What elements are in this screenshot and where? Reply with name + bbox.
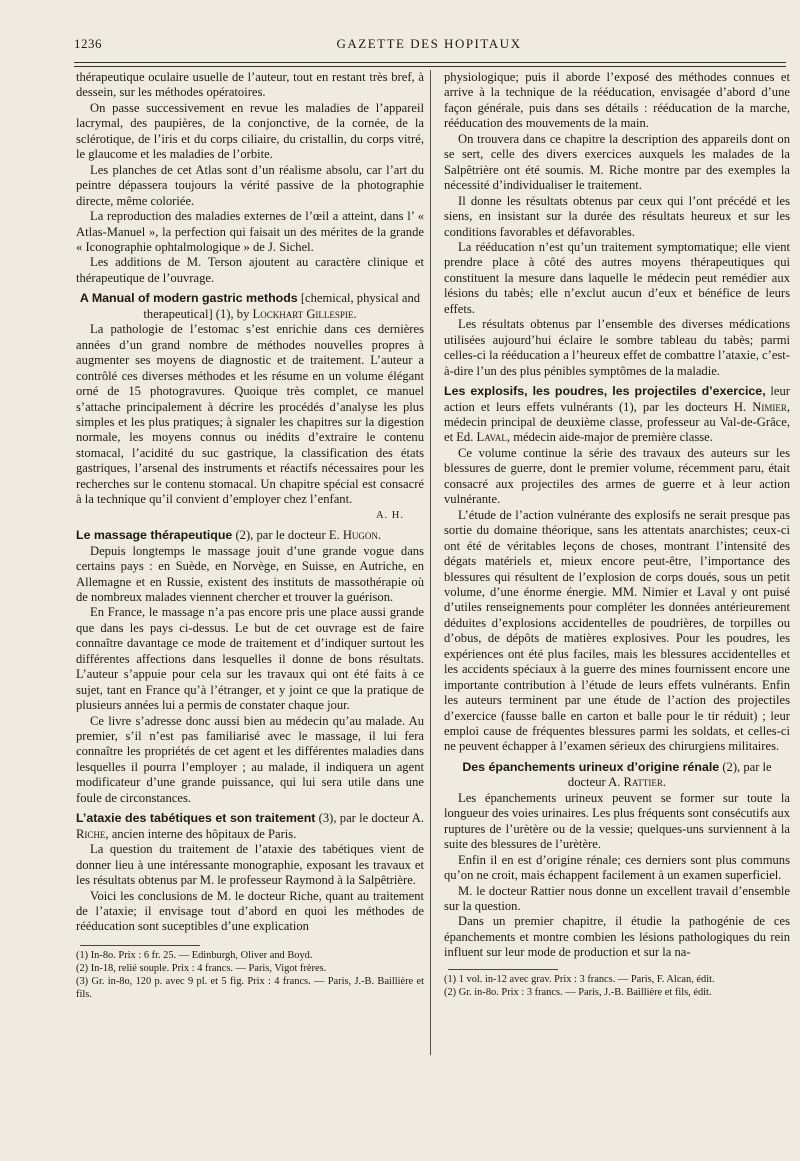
footnotes [444,973,790,999]
footnote-rule [80,945,200,946]
paragraph: On trouvera dans ce chapitre la description des appareils dont on se sert, celle des divers exercices auxquels les malades de la Salpêtrière ont été soumis. M. Riche montre par des exemples la nécessité d’individualiser le traitement. [444,131,790,193]
footnote: (2) In-18, relié souple. Prix : 4 francs. — Paris, Vigot frères. [76,962,327,974]
paragraph: La pathologie de l’estomac s’est enrichie dans ces dernières années d’un grand nombre de méthodes nouvelles propres à augmenter ses moyens de diagnostic et de traitement. L’auteur a contrôlé ces diverses méthodes et les résume en un volume élégant orné de 15 photogravures. Quoique très complet, ce manuel s’attache principalement à décrire les procédés d’analyse les plus simples et les plus pratiques; à signaler les chapitres sur la digestion normale, les moyens connus ou inédits d’extraire le contenu stomacal, l’acidité du suc gastrique, la classification des états gastriques, l’arsenal des instruments et réactifs nécessaires pour les recherches sur le contenu stomacal. Un chapitre spécial est consacré à la technique qu’il convient d’employer chez l’enfant. [76,322,424,507]
running-header [74,36,784,56]
paragraph: Enfin il en est d’origine rénale; ces derniers sont plus communs qu’on ne croit, mais échappent facilement à un examen superficiel. [444,852,790,883]
footnote: (2) Gr. in-8o. Prix : 3 francs. — Paris, J.-B. Baillière et fils, édit. [444,986,712,998]
right-column [444,70,790,999]
page-number: 1236 [74,36,102,51]
review-title: A Manual of modern gastric methods [79,291,298,306]
column-divider [430,70,431,1055]
paragraph: thérapeutique oculaire usuelle de l’auteur, tout en restant très bref, à dessein, sur les méthodes opératoires. [76,70,424,100]
paragraph: M. le docteur Rattier nous donne un excellent travail d’ensemble sur la question. [444,883,790,914]
review-heading: Le massage thérapeutique (2), par le docteur E. Hugon. [76,528,382,543]
review-title: Des épanchements urineux d’origine rénale [462,759,720,774]
review-title: L’ataxie des tabétiques et son traitement [76,811,316,826]
review-author: Lockhart Gillespie. [252,306,357,321]
review-heading: A Manual of modern gastric methods [chemical, physical and therapeutical] (1), by Lockhart Gillespie. [79,291,421,321]
paragraph: Il donne les résultats obtenus par ceux qui l’ont précédé et les siens, en insistant sur la durée des résultats heureux et sur les conditions favorables et défavorables. [444,193,790,239]
footnotes [76,949,424,1001]
paragraph: La rééducation n’est qu’un traitement symptomatique; elle vient prendre place à côté des autres moyens thérapeutiques qui constituent la mesure dans laquelle le médecin peut remédier aux lésions du tabès; elle n’exclut aucun d’eux et bénéfice de leurs effets. [444,239,790,316]
review-title: Les explosifs, les poudres, les projectiles d’exercice, [444,384,766,399]
paragraph: Depuis longtemps le massage jouit d’une grande vogue dans certains pays : en Suède, en Norvège, en Suisse, en Autriche, en Allemagne et en Russie, existent des instituts de massothérapie où de nombreux malades viennent chercher et trouver la guérison. [76,543,424,604]
paragraph: Les résultats obtenus par l’ensemble des diverses médications utilisées aujourd’hui éclaire le sombre tableau du tabès; parmi celles-ci la rééducation a l’heureux effet de combattre l’ataxie, c’est-à-dire l’un des plus pénibles symptômes de la maladie. [444,317,790,378]
reviewer-signature: A. H. [375,509,404,521]
review-title: Le massage thérapeutique [76,528,233,543]
review-author: Hugon. [342,528,382,543]
paragraph: La question du traitement de l’ataxie des tabétiques vient de donner lieu à une intéressante monographie, exposant les travaux et les résultats obtenus par M. le professeur Raymond à la Salpêtrière. [76,842,424,888]
paragraph: physiologique; puis il aborde l’exposé des méthodes connues et arrive à la technique de la rééducation, envisagée d’abord d’une façon générale, puis dans ses détails : rééducation de la marche, rééducation des mouvements de la main. [444,70,790,131]
paragraph: En France, le massage n’a pas encore pris une place aussi grande que dans les pays ci-dessus. Le but de cet ouvrage est de faire connaître davantage ce mode de traitement et d’indiquer surtout les différentes affections dans lesquelles il donne de bons résultats. L’auteur s’appuie pour cela sur les travaux qui ont été faits à ce sujet, tant en France qu’à l’étranger, et y joint ce que la pratique de plusieurs années lui a permis de constater chaque jour. [76,605,424,713]
review-author: Rattier. [623,775,667,790]
left-column [76,70,424,1001]
paragraph: Dans un premier chapitre, il étudie la pathogénie de ces épanchements et montre combien les lésions pathologiques du rein influent sur leur mode de production et sur la na- [444,914,790,960]
footnote-rule [448,969,558,970]
paragraph: Les planches de cet Atlas sont d’un réalisme absolu, car l’art du peintre dépassera toujours la vérité passive de la photographie directe, même coloriée. [76,162,424,208]
review-heading: Les explosifs, les poudres, les projectiles d’exercice, leur action et leurs effets vulnérants (1), par les docteurs H. Nimier, médecin principal de deuxième classe, professeur au Val-de-Grâce, et Ed. Laval, médecin aide-major de première classe. [444,384,790,445]
footnote: (3) Gr. in-8o, 120 p. avec 9 pl. et 5 fig. Prix : 4 francs. — Paris, J.-B. Baillière et fils. [76,975,424,1000]
paragraph: L’étude de l’action vulnérante des explosifs ne serait presque pas sortie du domaine théorique, sans les attentats anarchistes; ceux-ci ont été de véritables leçons de choses, montrant l’intensité des dégats matériels et, mieux encore peut-être, l’importance des blessures qui résultent de l’explosion de corps doués, sous un petit volume, d’une énorme énergie. MM. Nimier et Laval y ont puisé d’utiles renseignements pour compléter les données antérieurement déduites d’explosions accidentelles de poudrières, de torpilles ou d’obus, de dépôts de matières explosives. Pour les poudres, les expériences ont été plus faciles, mais les blessures accidentelles et les accidents spéciaux à la guerre des mines fournissent encore une importante contribution à l’étude de leurs effets vulnérants. Enfin les auteurs terminent par une étude de l’action des projectiles d’exercice (fausse balle en carton et balle pour le tir réduit) ; leur emploi cause de fréquentes blessures parmi les soldats, et celles-ci ne peuvent échapper à l’examen sérieux des chirurgiens militaires. [444,507,790,754]
footnote: (1) 1 vol. in-12 avec grav. Prix : 3 francs. — Paris, F. Alcan, édit. [444,973,715,985]
paragraph: La reproduction des maladies externes de l’œil a atteint, dans l’ « Atlas-Manuel », la perfection qui faisait un des mérites de la grande « Iconographie ophtalmologique » de J. Sichel. [76,209,424,254]
review-heading: Des épanchements urineux d’origine rénale (2), par le docteur A. Rattier. [462,759,772,790]
paragraph: Les additions de M. Terson ajoutent au caractère clinique et thérapeutique de l’ouvrage. [76,255,424,285]
header-rule [74,62,786,67]
paragraph: Voici les conclusions de M. le docteur Riche, quant au traitement de l’ataxie; il envisage tout d’abord en quoi les méthodes de rééducation sont suceptibles d’une explication [76,888,424,934]
review-author: Laval, [476,430,511,445]
paragraph: Ce livre s’adresse donc aussi bien au médecin qu’au malade. Au premier, s’il n’est pas familiarisé avec le massage, il lui fera connaître les propriétés de cet agent et les différentes maladies dans lesquelles il pourra l’employer ; au malade, il indiquera un agent modificateur d’une grande puissance, qui lui sera utile dans une foule de circonstances. [76,713,424,805]
review-heading: L’ataxie des tabétiques et son traitement (3), par le docteur A. Riche, ancien interne des hôpitaux de Paris. [76,811,424,841]
footnote: (1) In-8o. Prix : 6 fr. 25. — Edinburgh, Oliver and Boyd. [76,949,313,961]
paragraph: Ce volume continue la série des travaux des auteurs sur les blessures de guerre, dont le premier volume, récemment paru, était consacré aux projectiles des armes de guerre et à leur action vulnérante. [444,445,790,507]
journal-title: GAZETTE DES HOPITAUX [336,36,522,51]
paragraph: Les épanchements urineux peuvent se former sur toute la longueur des voies urinaires. Les plus fréquents sont consécutifs aux ruptures de l’urètère ou de la vessie; quelques-uns surviennent à la suite des blessures de l’urètère. [444,790,790,852]
review-author: Riche, [76,826,109,841]
review-author: Nimier, [752,399,790,414]
paragraph: On passe successivement en revue les maladies de l’appareil lacrymal, des paupières, de la conjonctive, de la cornée, de la sclérotique, de l’iris et du corps ciliaire, du cristallin, du corps vitré, le glaucome et les maladies de l’orbite. [76,100,424,162]
